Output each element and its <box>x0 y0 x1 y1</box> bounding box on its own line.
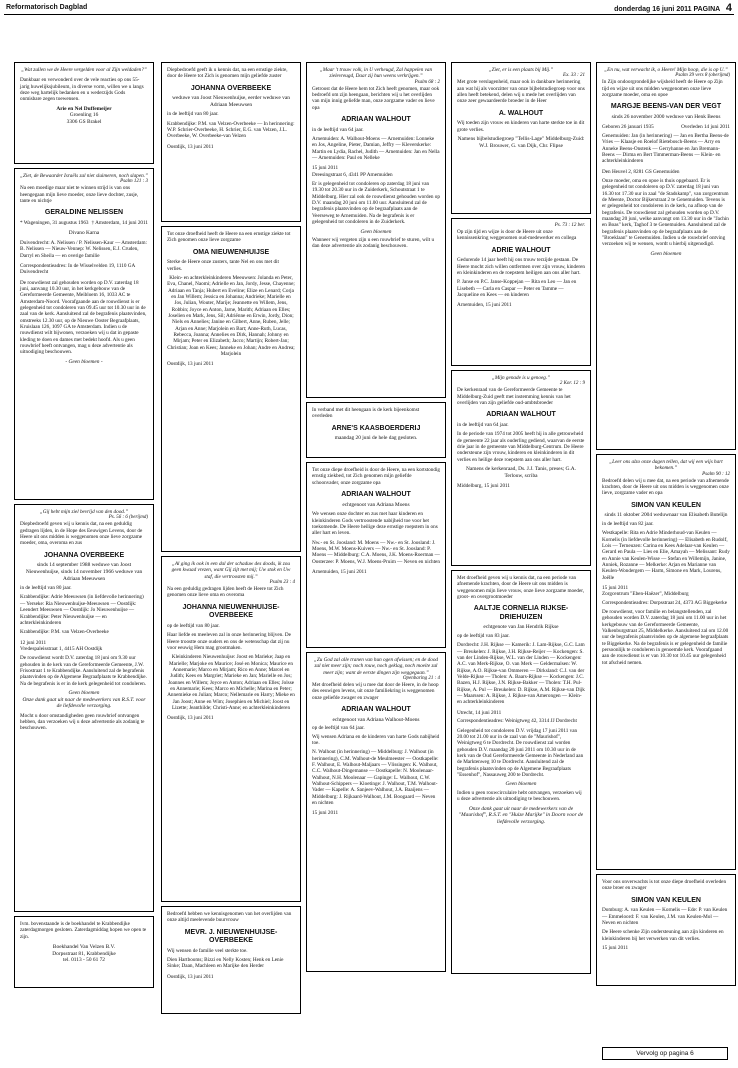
ad-body: Haar liefde en meeleven zal in onze herinnering blijven. De Heere troostte onze ouders en ons de wetenschap dat zij nu voor eeuwig Hem mag grootmaken. <box>167 632 291 651</box>
family-list: Dien Hartbooms; Bizzi en Nelly Kosten; Henk en Lenie Sinke; Daan, Machleen en Marijke den Herder <box>167 957 284 970</box>
column-2 <box>161 62 301 1018</box>
family-list: Domburg: A. van Keulen — Kornelis — Ede: P. van Keulen — Emmeloord: F. van Keulen, J.M. van Keulen-Mol — Neven en nichten <box>602 907 728 926</box>
ad-intro: Bedroefd hebben we kennisgenomen van het overlijden van onze altijd meelevende buurvrouw <box>167 911 292 924</box>
column-4 <box>451 62 591 978</box>
ad-date: 15 juni 2011 <box>602 944 629 951</box>
deceased-name: GERALDINE NELISSEN <box>44 209 124 217</box>
family-list: Krabbendijke: Adrie Meeuwsen (in liefdevolle herinnering) — Yerseke: Ria Nieuwenhuijse-Meeuwsen — Oostdijk: Leendert Meeuwsen — Oostdijk: Jo Nieuwenhuijse — Krabbendijke: Peter Nieuwenhuijse — en achterkleinkinderen <box>20 594 144 626</box>
ad-grandchildren-nieuwenhuijse <box>161 556 301 902</box>
birth-info: * Wageningen, 31 augustus 1963 <box>20 220 89 226</box>
page-number: 4 <box>725 2 732 14</box>
deceased-age: op de leeftijd van 83 jaar. <box>457 633 510 640</box>
ad-overbeeke-family <box>14 504 154 912</box>
correspondence-address: Correspondentieadres: Weinigtweg 42, 3314 JJ Dordrecht <box>457 718 577 725</box>
ad-quote-ref: 2 Kor. 12 : 9 <box>559 381 585 387</box>
family-list: Duivendrecht: A. Nelissen / P. Nelissen-Kaur — Amsterdam: B. Nelissen — Nieuw-Vennep: W. Nelissen, E.J. Cruden, Darryl en Sheila — en overige familie <box>20 239 147 259</box>
ad-signature: Divano Karna <box>68 230 100 237</box>
deceased-name: MEVR. J. NIEUWENHUIJSE-OVERBEEKE <box>184 928 278 945</box>
ad-subtitle: weduwe van Joost Nieuwenhuijse, eerder weduwe van Adriaan Meeuwsen <box>172 95 290 108</box>
ad-quote-ref: Ps. 56 : 6 (berijmd) <box>108 515 148 521</box>
deceased-name: ADRIE WALHOUT <box>491 246 551 254</box>
ad-note: - Geen bloemen - <box>65 358 103 365</box>
ad-address: Zorgcentrum "Eben-Haëzer", Middelburg <box>602 591 689 598</box>
deceased-age: op de leeftijd van 64 jaar. <box>312 725 365 732</box>
ad-address: Dorpsstraat 81, Krabbendijke <box>52 950 116 957</box>
ad-names: Arie en Nel Duffemeijer <box>56 105 112 112</box>
deceased-name: ADRIAAN WALHOUT <box>341 706 411 714</box>
deceased-name: ADRIAAN WALHOUT <box>341 116 411 124</box>
family-list: Klein- en achterkleinkinderen Meeuwsen: Jolanda en Peter, Eva, Chanel, Naomi; Adrielle en Jan, Jordy, Jesse, Chayenne; Adriaan en Tanja; Hubert en Eveline; Elize en Lenard; Corja en Jan Willem; Jessica en Johanna; Andrieke; Marielle en Jos, Julian, Wouter, Marije; Jeannette en Willem, Jens, Robbin; Joyce en Anton, Jarne, Marith; Adriaan en Elles; Joselien en Mark, Jens, Sil; Adriënne en Erwin, Jordy, Dion; Niels en Annelies; Janine en Gilbert, Anne, Ruben, Jelle; Arjan en Anne; Marjolein en Bart; Anne-Ruth, Lucas, Rebecca, Joanna; Annelies en Dirk, Hannah; Johnny en Mirjam; Peter en Elizabeth; Jacco; Martijn; Robert-Jan; Christian; Joan en Kees; Janneke en Johan; Andre en Andrea; Marjolein <box>167 274 295 358</box>
deceased-name: OMA NIEUWENHUIJSE <box>192 248 270 256</box>
ad-colleagues <box>451 218 591 366</box>
ad-van-keulen-siblings <box>596 874 736 986</box>
ad-beens-van-der-vegt <box>596 62 736 450</box>
ad-quote: „Wat zullen we de Heere vergelden voor al Zijn weldaden?” <box>21 67 147 73</box>
family-list: N. Walhout (in herinnering) — Middelburg: J. Walhout (in herinnering), C.M. Walhout-de Meulmeester — Oostkapelle: F. Walhout, E. Walhout-Maljaars — Vlissingen: K. Walhout, C.C. Walhout-Dingemanse — Oostkapelle: N. Moolenaar-Walhout, N.H. Moolenaar — Gapinge: L. Walhout, C.W. Walhout-Schippers — Kloetinge: J. Walhout, T.M. Walhout-Vader — Kapelle: A. Sanjeev-Walhout, J.A. Baaijens — Middelburg: J. Rijkaard-Walhout, J.M. Boogaard — Neven en nichten <box>312 749 439 807</box>
deceased-name: ADRIAAN WALHOUT <box>341 491 411 499</box>
publication-name: Reformatorisch Dagblad <box>6 4 88 11</box>
ad-intro: Diepbedroefd geeft ik u kennis dat, na een ernstige ziekte, door de Heere tot Zich is genomen mijn geliefde zuster <box>167 67 288 80</box>
ad-date: 12 juni 2011 <box>20 639 47 646</box>
deceased-name: JOHANNA NIEUWENHUIJSE-OVERBEEKE <box>182 603 280 620</box>
ad-note: Geen bloemen <box>68 689 100 696</box>
ad-subtitle: echtgenoot van Adriana Moens <box>342 501 410 508</box>
ad-subtitle: sinds 11 oktober 2004 weduwnaar van Elisabeth Butelijn <box>604 512 728 519</box>
family-list: Kleinkinderen Nieuwenhuijse: Joost en Marieke; Jaap en Marielle; Marjoke en Maurice; José en Monica; Maurice en Annemarie; Marco en Mirjam; Rico en Anne; Marcel en Judith; Kees en Margriet; Marieke en Jan; Marielle en Jos; Joannes en Willem; Joyce en Anton; Adriaan en Elles; Jolsse en Annemarie; Kees; Marco en Michelle; Marina en Peter; Annemieke en Julian; Marco; Nellemarie en Harry; Mieke en Jan Joost; Anne en Wim; Josephien en Michiel; Joost en Lizette; Jeanthilde; Christi-Anne; en achterkleinkinderen <box>167 654 295 711</box>
ad-kaasboerderij <box>306 402 446 458</box>
ad-date: 15 juni 2011 <box>312 165 339 172</box>
business-name: ARNE'S KAASBOERDERIJ <box>331 424 421 432</box>
ad-intro: Na een geduldig gedragen lijden heeft de Heere tot Zich genomen onze lieve oma en overoma <box>167 586 284 599</box>
ad-address: Groenling 16 <box>69 112 99 119</box>
family-list: Dordrecht: J.H. Rijkse — Kamerik: J. Lam-Rijkse, G.C. Lam — Breukelen: J. Rijkse, J.H. Rijkse-Reijer — Kockengen: S. van der Linden-Rijkse, W.L. van der Linden — Kockengen: A.C. van Merk-Rijkse, O. van Merk — Geldermalsen: W. Rijkse, A.O. Rijkse-van Ommeren — Dirksland: C.J. van der Velde-Rijkse — Tholen: A. Baars-Rijkse — Kockengen: J.C. Bazen, H.J. Rijkse, J.N. Rijkse-Bakker — Tholen: T.H. Pul-Rijkse, A. Pul — Breukelen: D. Rijkse, A.M. Rijkse-van Dijk — Maarssen: A. Rijkse, J. Rijkse-van Amerongen — Klein- en achterkleinkinderen <box>457 642 585 706</box>
ad-sister-overbeeke <box>161 62 301 222</box>
deceased-name: MARGJE BEENS-VAN DER VEGT <box>610 103 722 111</box>
ad-quote-ref: Psalm 39 vers 8 (oberijmd) <box>675 73 730 79</box>
ad-quote: „Ziet, de Bewaarder Israëls zal niet sluimeren, noch slapen.” <box>20 173 148 179</box>
ad-date: Arnemuiden, 15 juni 2011 <box>457 302 512 309</box>
ad-quote-ref: Psalm 23 : 4 <box>269 580 295 586</box>
birth-info: Geboren 26 januari 1935 <box>602 123 654 130</box>
family-list: Krabbendijke: P.M. van Velzen-Overbeeke — In herinnering: W.P. Schrier-Overbeeke, H. Schrier, E.G. van Velzen, J.L. Overbeeke, W. Overbeeke-van Velzen <box>167 120 295 140</box>
ad-body: Dankbaar en verwonderd over de vele reacties op ons 55-jarig huwelijksjubileum, in diverse vorm, willen we u langs deze weg hartelijk bedanken en u wederzijds Gods onmisbare zegen toewensen. <box>20 77 144 103</box>
issue-date: donderdag 16 juni 2011 <box>614 6 692 13</box>
ad-nelissen <box>14 168 154 500</box>
ad-intro: De kerkenraad van de Gereformeerde Gemeente te Middelburg-Zuid geeft met instemming kennis van het overlijden van zijn geliefde oud-ambtsbroeder <box>457 387 571 407</box>
ad-names: Boekhandel Van Velzen B.V. <box>52 944 116 951</box>
family-list: Nw.- en St. Joosland: M. Moens — Nw.- en St. Joosland: J. Moens, M.W. Moens-Kuivers — Nw.- en St. Joosland: P. Moens — Middelburg: C.A. Moens, J.K. Moens-Roerman — Oosterzee: P. Moens, W.J. Moens-Pruim — Neven en nichten <box>312 539 440 565</box>
ad-body: We wensen onze dochter en zus met haar kinderen en kleinkinderen Gods vertroostende nabijheid toe voor het toekomende. De Heere heilige deze ernstige roepstem in ons aller hart en leven. <box>312 511 438 537</box>
ad-subtitle: sinds 14 september 1988 weduwe van Joost Nieuwenhuijse, sinds 14 november 1966 weduwe van Adriaan Meeuwsen <box>25 562 143 582</box>
ad-quote: „En nu, wat verwacht ik, o Heere! Mijn hoop, die is op U.” <box>604 67 728 73</box>
deceased-name: A. WALHOUT <box>498 109 544 117</box>
death-info: † Amsterdam, 14 juni 2011 <box>91 220 148 226</box>
ad-date: Utrecht, 14 juni 2011 <box>457 709 502 716</box>
ad-intro: Met grote verslagenheid, maar ook in dankbare herinnering aan wat hij als voorzitter van onze bijbelstudiegroep voor ons allen heeft betekend, delen wij u mede het overlijden van onze zeer gewaardeerde broeder in de Heer <box>457 79 585 105</box>
ad-intro: In Zijn ondoorgrondelijke wijsheid heeft de Heere op Zijn tijd en wijze uit ons midden weggenomen onze lieve zorgzame moeder, oma en opoe <box>602 79 723 99</box>
ad-body: De rouwdienst zal gehouden worden op D.V. zaterdag 18 juni, aanvang 10.30 uur, in het kerkgebouw van de Gereformeerde Gemeente, Meibloem 16, 1033 AC te Amsterdam-Noord. Voorafgaande aan de rouwdienst is er gelegenheid tot condoleren van 09.45 uur tot 10.30 uur in de zaal van de kerk. Aansluitend zal de begrafenis plaatsvinden, omstreeks 12.30 uur, op de Nieuwe Ooster Begraafplaats, Kruislaan 126, 1097 GA te Amsterdam. Indien u de rouwdienst wilt bijwonen, verzoeken wij u dat in gepaste kleding te doen en dames met bedekt hoofd. Als u geen rouwbrief heeft ontvangen, mag u deze advertentie als uitnodiging beschouwen. <box>20 279 147 356</box>
ad-intro: Getroost dat de Heere hem tot Zich heeft genomen, maar ook bedroefd om zijn heengaan, berichten wij u het overlijden van mijn innig geliefde man, onze zorgzame vader en lieve opa <box>312 85 440 111</box>
ad-van-keulen-family <box>596 454 736 870</box>
header-rule <box>4 14 734 15</box>
ad-address: Den Heuvel 2, 8281 GS Genemuiden <box>602 168 680 175</box>
ad-date: Oostdijk, 13 juni 2011 <box>167 715 214 722</box>
ad-tail: Wanneer wij vergeten zijn u een rouwbrief te sturen, wilt u dan deze advertentie als zodanig beschouwen. <box>312 237 435 250</box>
ad-address: 3306 GS Brakel <box>66 118 102 125</box>
ad-quote: „Maar 't trouw volk, in U verheugd, Zal happelen van zielevreugd, Daar zij hun weens verkrijgen.” <box>319 67 433 80</box>
ad-kerkenraad <box>451 370 591 566</box>
ad-body: maandag 20 juni de hele dag gesloten. <box>334 435 418 442</box>
ad-tail: Mocht u door omstandigheden geen rouwbrief ontvangen hebben, dan verzoeken wij u deze advertentie als zodanig te beschouwen. <box>20 712 145 732</box>
correspondence-address: Correspondentieadres: Dorpsstraat 24, 4373 AG Biggekerke <box>602 599 728 606</box>
deceased-age: in de leeftijd van 64 jaar. <box>457 422 509 428</box>
ad-note: Geen bloemen <box>505 781 537 788</box>
ad-quote: „Mijn genade is u genoeg.” <box>491 375 551 381</box>
ad-walhout-in-laws <box>306 652 446 972</box>
family-list: P. Janse en P.C. Janse-Koppejan — Rita en Leo — Jan en Lisebeth — Carla en Caspar — Peter en Tamme — Jacqueline en Kees — en kinderen <box>457 279 577 299</box>
ad-note: Geen bloemen <box>360 228 392 235</box>
ad-quote-ref: Psalm 90 : 12 <box>702 471 730 477</box>
ad-intro: Tot onze diepe droefheid is door de Heere, na een kortstondig ernstig ziekbed, tot Zich genomen mijn geliefde schoonvader, onze zorgzame opa <box>312 467 440 486</box>
ad-subtitle: Sterke de Heere onze zusters, tante Nel en ons met dit verlies. <box>167 259 279 272</box>
deceased-name: JOHANNA OVERBEEKE <box>190 84 272 92</box>
ad-intro: Voor ons onverwachts is tot onze diepe droefheid overleden onze broer en zwager <box>602 879 727 892</box>
column-1 <box>14 62 154 992</box>
ad-intro: Bedroefd delen wij u mee dat, na een periode van afnemende krachten, door de Heere uit ons midden is weggenomen onze lieve, zorgzame vader en opa <box>602 477 729 497</box>
deceased-age: in de leeftijd van 80 jaar. <box>20 585 72 592</box>
ad-duffemeijer <box>14 62 154 164</box>
deceased-name: ADRIAAN WALHOUT <box>486 411 556 419</box>
ad-quote: „Zu God zal alle tranen van hun ogen afwissen; en de dood zal niet meer zijn; noch rouw, noch geklag, noch moeite zal meer zijn; want de eerste dingen zijn weggegaan.” <box>313 657 439 676</box>
ad-date: Oostdijk, 13 juni 2011 <box>167 361 214 368</box>
deceased-age: in de leeftijd van 64 jaar. <box>312 126 364 133</box>
correspondence-address: Correspondentieadres: In de Wisselvelden 19, 1110 GA Duivendrecht <box>20 262 135 276</box>
ad-boekhandel <box>14 916 154 988</box>
death-info: Overleden 14 juni 2011 <box>681 123 730 130</box>
ad-body: Wij wensen Adriana en de kinderen van harte Gods nabijheid toe. <box>312 733 440 746</box>
ad-quote: „Leer ons alzo onze dagen tellen, dat wij een wijs hart bekomen.” <box>609 459 723 472</box>
ad-body: De Heere schenke Zijn ondersteuning aan zijn kinderen en kleinkinderen bij het verwerken van dit verlies. <box>602 929 724 942</box>
ad-body: Wij wensen de familie veel sterkte toe. <box>167 947 248 954</box>
ad-quote-ref: Psalm 68 : 2 <box>414 79 440 85</box>
ad-date: Middelburg, 15 juni 2011 <box>457 483 511 490</box>
deceased-name: AALTJE CORNELIA RIJKSE-DRIEHUIZEN <box>473 605 569 621</box>
column-5 <box>596 62 736 990</box>
ad-note: Onze dank gaat uit naar de medewerkers van R.S.T. voor de liefdevolle verzorging. <box>22 696 146 710</box>
continue-on-page-link[interactable]: Vervolg op pagina 6 <box>602 1047 728 1060</box>
ad-body: De rouwdienst wordt D.V. zaterdag 18 juni om 9.30 uur gehouden in de kerk van de Gereformeerde Gemeente, J.W. Frisostraat 1 te Krabbendijke. Aansluitend zal de begrafenis plaatsvinden op de Algemene Begraafplaats te Krabbendijke. Na de begrafenis is er in de kerk gelegenheid tot condoleren. <box>20 655 147 687</box>
ad-body: Gedurende 14 jaar heeft hij ons trouw terzijde gestaan. De Heere mocht zich willen ontfermen over zijn vrouw, kinderen en kleinkinderen en de roepstem heiligen aan ons aller hart. <box>457 257 586 276</box>
ad-address: Vredespaleisstraat 1, 4415 AH Oostdijk <box>20 645 103 652</box>
ad-place: Krabbendijke: P.M. van Velzen-Overbeeke <box>20 629 109 636</box>
ad-intro: Na een moedige maar niet te winnen strijd is van ons heengegaan mijn lieve moeder, onze lieve dochter, zusje, tante en nichtje <box>20 185 139 205</box>
ad-bijbelstudiegroep <box>451 62 591 214</box>
page-label: PAGINA <box>693 6 720 13</box>
ad-intro: Op zijn tijd en wijze is door de Heere uit onze kennissenkring weggenomen oud-medewerker en collega <box>457 229 577 242</box>
ad-date: Oostdijk, 13 juni 2011 <box>167 973 214 980</box>
deceased-name: SIMON VAN KEULEN <box>631 501 701 509</box>
ad-subtitle: echtgenoot van Adriana Walhout-Moens <box>332 716 420 723</box>
ad-intro: Met droefheid geven wij u kennis dat, na een periode van afnemende krachten, door de Heere uit ons midden is weggenomen mijn lieve vrouw, onze lieve zorgzame moeder, groot- en overgrootmoeder <box>457 575 585 601</box>
ad-quote-ref: Openbaring 21 : 4 <box>402 676 440 682</box>
ad-walhout-moens <box>306 462 446 648</box>
ad-intro: Ivm. bovenstaande is de boekhandel te Krabbendijke zaterdagmorgen gesloten. Zaterdagmiddag hopen we open te zijn. <box>20 921 147 940</box>
family-list: Westkapelle: Rita en Adrie Minderhoud-van Keulen — Kornelis (in liefdevolle herinnering) — Elisabeth en Rudolf, Lois — Terneuzen: Carina en Kees Adelaar-van Keulen — Gerard en Paula — Lies en Elie, Amayah — Melissant: Rudy en Annie van Keulen-Wisse — Stefan en Willemijn, Janine, Anniek, Rozanne — Melkerke: Arjan en Marianne van Keulen-Wondergem — Harm, Simone en Mark, Lourens, Joëlle <box>602 530 730 581</box>
ad-walhout-family <box>306 62 446 398</box>
ad-body: In de periode van 1974 tot 2005 heeft hij in alle getrouwheid de gemeente 22 jaar als ouderling gediend, waarvan de eerste drie jaar in de gemeente van Middelburg-Centrum. De Heere ondersteune zijn vrouw, kinderen en kleinkinderen in dit verlies en heilige deze roepstem aan ons aller hart. <box>457 431 585 463</box>
ad-address: Dreesingstraat 6, 4341 PP Arnemuiden <box>312 171 393 178</box>
ad-subtitle: sinds 26 november 2000 weduwe van Henk Beens <box>611 114 721 120</box>
ad-rijkse-driehuizen <box>451 570 591 974</box>
ad-body: Onze moeder, oma en opoe is thuis opgebaard. Er is gelegenheid tot condoleren op D.V. zaterdag 18 juni van 16.30 tot 17.30 uur in zaal "de Stadskamp", van zorgcentrum de Meente, Doctor Bijkerstraat 2 te Genemuiden. Tevens is er gelegenheid tot condoleren in de kerk, na afloop van de begrafenis. De rouwdienst zal gehouden worden op D.V. maandag 20 juni, welke aanvangt om 13.30 uur in de "Jachin en Boas" kerk, Taghof 3 te Genemuiden. Aansluitend zal de begrafenis plaatsvinden op de begraafplaats aan de "Broeklaan" te Genemuiden. Indien u de rouwbrief ontving verzoeken wij te wensen, wordt u hierbij uitgenodigd. <box>602 178 729 248</box>
deceased-name: JOHANNA OVERBEEKE <box>43 551 125 559</box>
deceased-name: SIMON VAN KEULEN <box>631 896 701 904</box>
ad-signature: Namens de kerkenraad, Ds. J.J. Tanis, preses; G.A. Terlouw, scriba <box>465 466 576 479</box>
column-3 <box>306 62 446 976</box>
ad-quote: „Gij hebt mijn ziel bevrijd van den dood.” <box>39 509 129 515</box>
ad-intro: In verband met dit heengaan is de kerk bijeenkomst overleden <box>312 407 420 420</box>
ad-signature: Namens bijbelstudiegroep "Tellis-Lage" Middelburg-Zuid: W.J. Brouwer, G. van Dijk, Chr. Flipse <box>457 136 585 149</box>
family-list: Arnemuiden: A. Walhout-Moens — Arnemuiden: Lonneke en Jos, Angeline, Pieter, Damian, Jeffry — Kleverskerke: Martin en Lydia, Rachel, Judith — Arnemuiden: Jan en Nella — Arnemuiden: Paul en Nelleke <box>312 136 440 162</box>
ad-date: Arnemuiden, 15 juni 2011 <box>312 568 367 575</box>
ad-date: 15 juni 2011 <box>312 810 339 817</box>
ad-note: Geen bloemen <box>650 250 682 257</box>
ad-quote-ref: Ps. 73 : 12 ber. <box>554 223 585 228</box>
ad-date: Oostdijk, 13 juni 2011 <box>167 143 214 150</box>
family-list: Genemuiden: Jan (in herinnering) — Jan en Bertha Beens-de Vries — Klaasje en Roelof Rietebosch-Beens — Arry en Anneke Beens-Onstenk — Gerryhanne en Jan Bremann-Beens — Dirma en Bert Timmerman-Beens — Klein- en achterkleinkinderen <box>602 132 729 165</box>
ad-oma-nieuwenhuijse <box>161 226 301 552</box>
ad-intro: Tot onze droefheid heeft de Heere na een ernstige ziekte tot Zich genomen onze lieve zorgzame <box>167 231 291 244</box>
ad-subtitle: echtgenote van Jan Hendrik Rijkse <box>483 624 559 631</box>
ad-intro: Diepbedroefd geven wij u kennis dat, na een geduldig gedragen lijden, in de Hope des Eeuwigen Levens, door de Heere uit ons midden is weggenomen onze lieve zorgzame moeder, oma, overoma en zus <box>20 521 143 547</box>
deceased-age: in de leeftijd van 80 jaar. <box>167 111 219 118</box>
ad-quote: „Al ging ik ook in een dal der schaduw des doods, ik zou geen kwaad vrezen, want Gij zijt met mij; Uw stok en Uw staf, die vertroosten mij.” <box>171 561 291 580</box>
page-header-right <box>614 2 732 14</box>
ad-note: Onze dank gaat uit naar de medewerkers van de "Maurishof", R.S.T. en "Huize Marijke" in Doorn voor de liefdevolle verzorging. <box>458 805 584 825</box>
ad-neighbours <box>161 906 301 1014</box>
ad-body: De rouwdienst, voor familie en belangstellenden, zal gehouden worden D.V. zaterdag 18 juni om 11.00 uur in het kerkgebouw van de Gereformeerde Gemeente, Valkenburgstraat 25, Middelkerke. Aansluitend zal om 12.00 uur de begrafenis plaatsvinden op de algemene begraafplaats te Biggekerke. Na de begrafenis is er gelegenheid de familie persoonlijk te condoleren in genoemde kerk. Voorafgaand aan de rouwdienst is er van 10.30 tot 10.45 uur gelegenheid tot afscheid nemen. <box>602 609 729 666</box>
ad-date: 15 juni 2011 <box>602 585 629 592</box>
ad-tail: Indien u geen rouwcirculaire hebt ontvangen, verzoeken wij u deze advertentie als uitnodiging te beschouwen. <box>457 789 582 803</box>
ad-phone: tel. 0113 - 50 61 72 <box>62 957 106 964</box>
ad-body: Er is gelegenheid tot condoleren op zaterdag 18 juni van 19.30 tot 20.30 uur in de Zuiderkerk, Schoutstraat 1 te Middelburg. Hier zal ook de rouwdienst gehouden worden op D.V. maandag 20 juni om 11.00 uur. Aansluitend zal de begrafenis plaatsvinden op de begraafplaats aan de Veerseweg te Arnemuiden. Na de begrafenis is er gelegenheid tot condoleren in de Zuiderkerk. <box>312 181 440 226</box>
ad-body: Wij toeden zijn vrouw en kinderen van harte sterkte toe in dit grote verlies. <box>457 120 585 133</box>
ad-body: Gelegenheid tot condoleren D.V. vrijdag 17 juni 2011 van 20.00 tot 21.00 uur in de zaal van de "Maurishof", Weinigtweg 6 te Dordrecht. De rouwdienst zal worden gehouden D.V. maandag 20 juni 2011 om 10.30 uur in de kerk van de Oud Gereformeerde Gemeente in Nederland aan de Marktenweg 10 te Dordrecht. Aansluitend zal de begrafenis plaatsvinden op de Algemene Begraafplaats "Essenhof", Nassauweg 200 te Dordrecht. <box>457 727 584 778</box>
ad-quote: „Ziet, er is een plaats bij Mij.” <box>488 67 554 73</box>
ad-quote-ref: Psalm 121 : 3 <box>120 179 148 185</box>
deceased-age: in de leeftijd van 82 jaar. <box>602 520 654 527</box>
deceased-age: op de leeftijd van 80 jaar. <box>167 622 220 629</box>
ad-intro: Met droefheid delen wij u mee dat door de Heere, in de hoop des eeuwigen levens, uit onze familiekring is weggenomen onze geliefde zwager en zwager <box>312 682 439 701</box>
ad-quote-ref: Ex. 33 : 21 <box>563 73 585 79</box>
